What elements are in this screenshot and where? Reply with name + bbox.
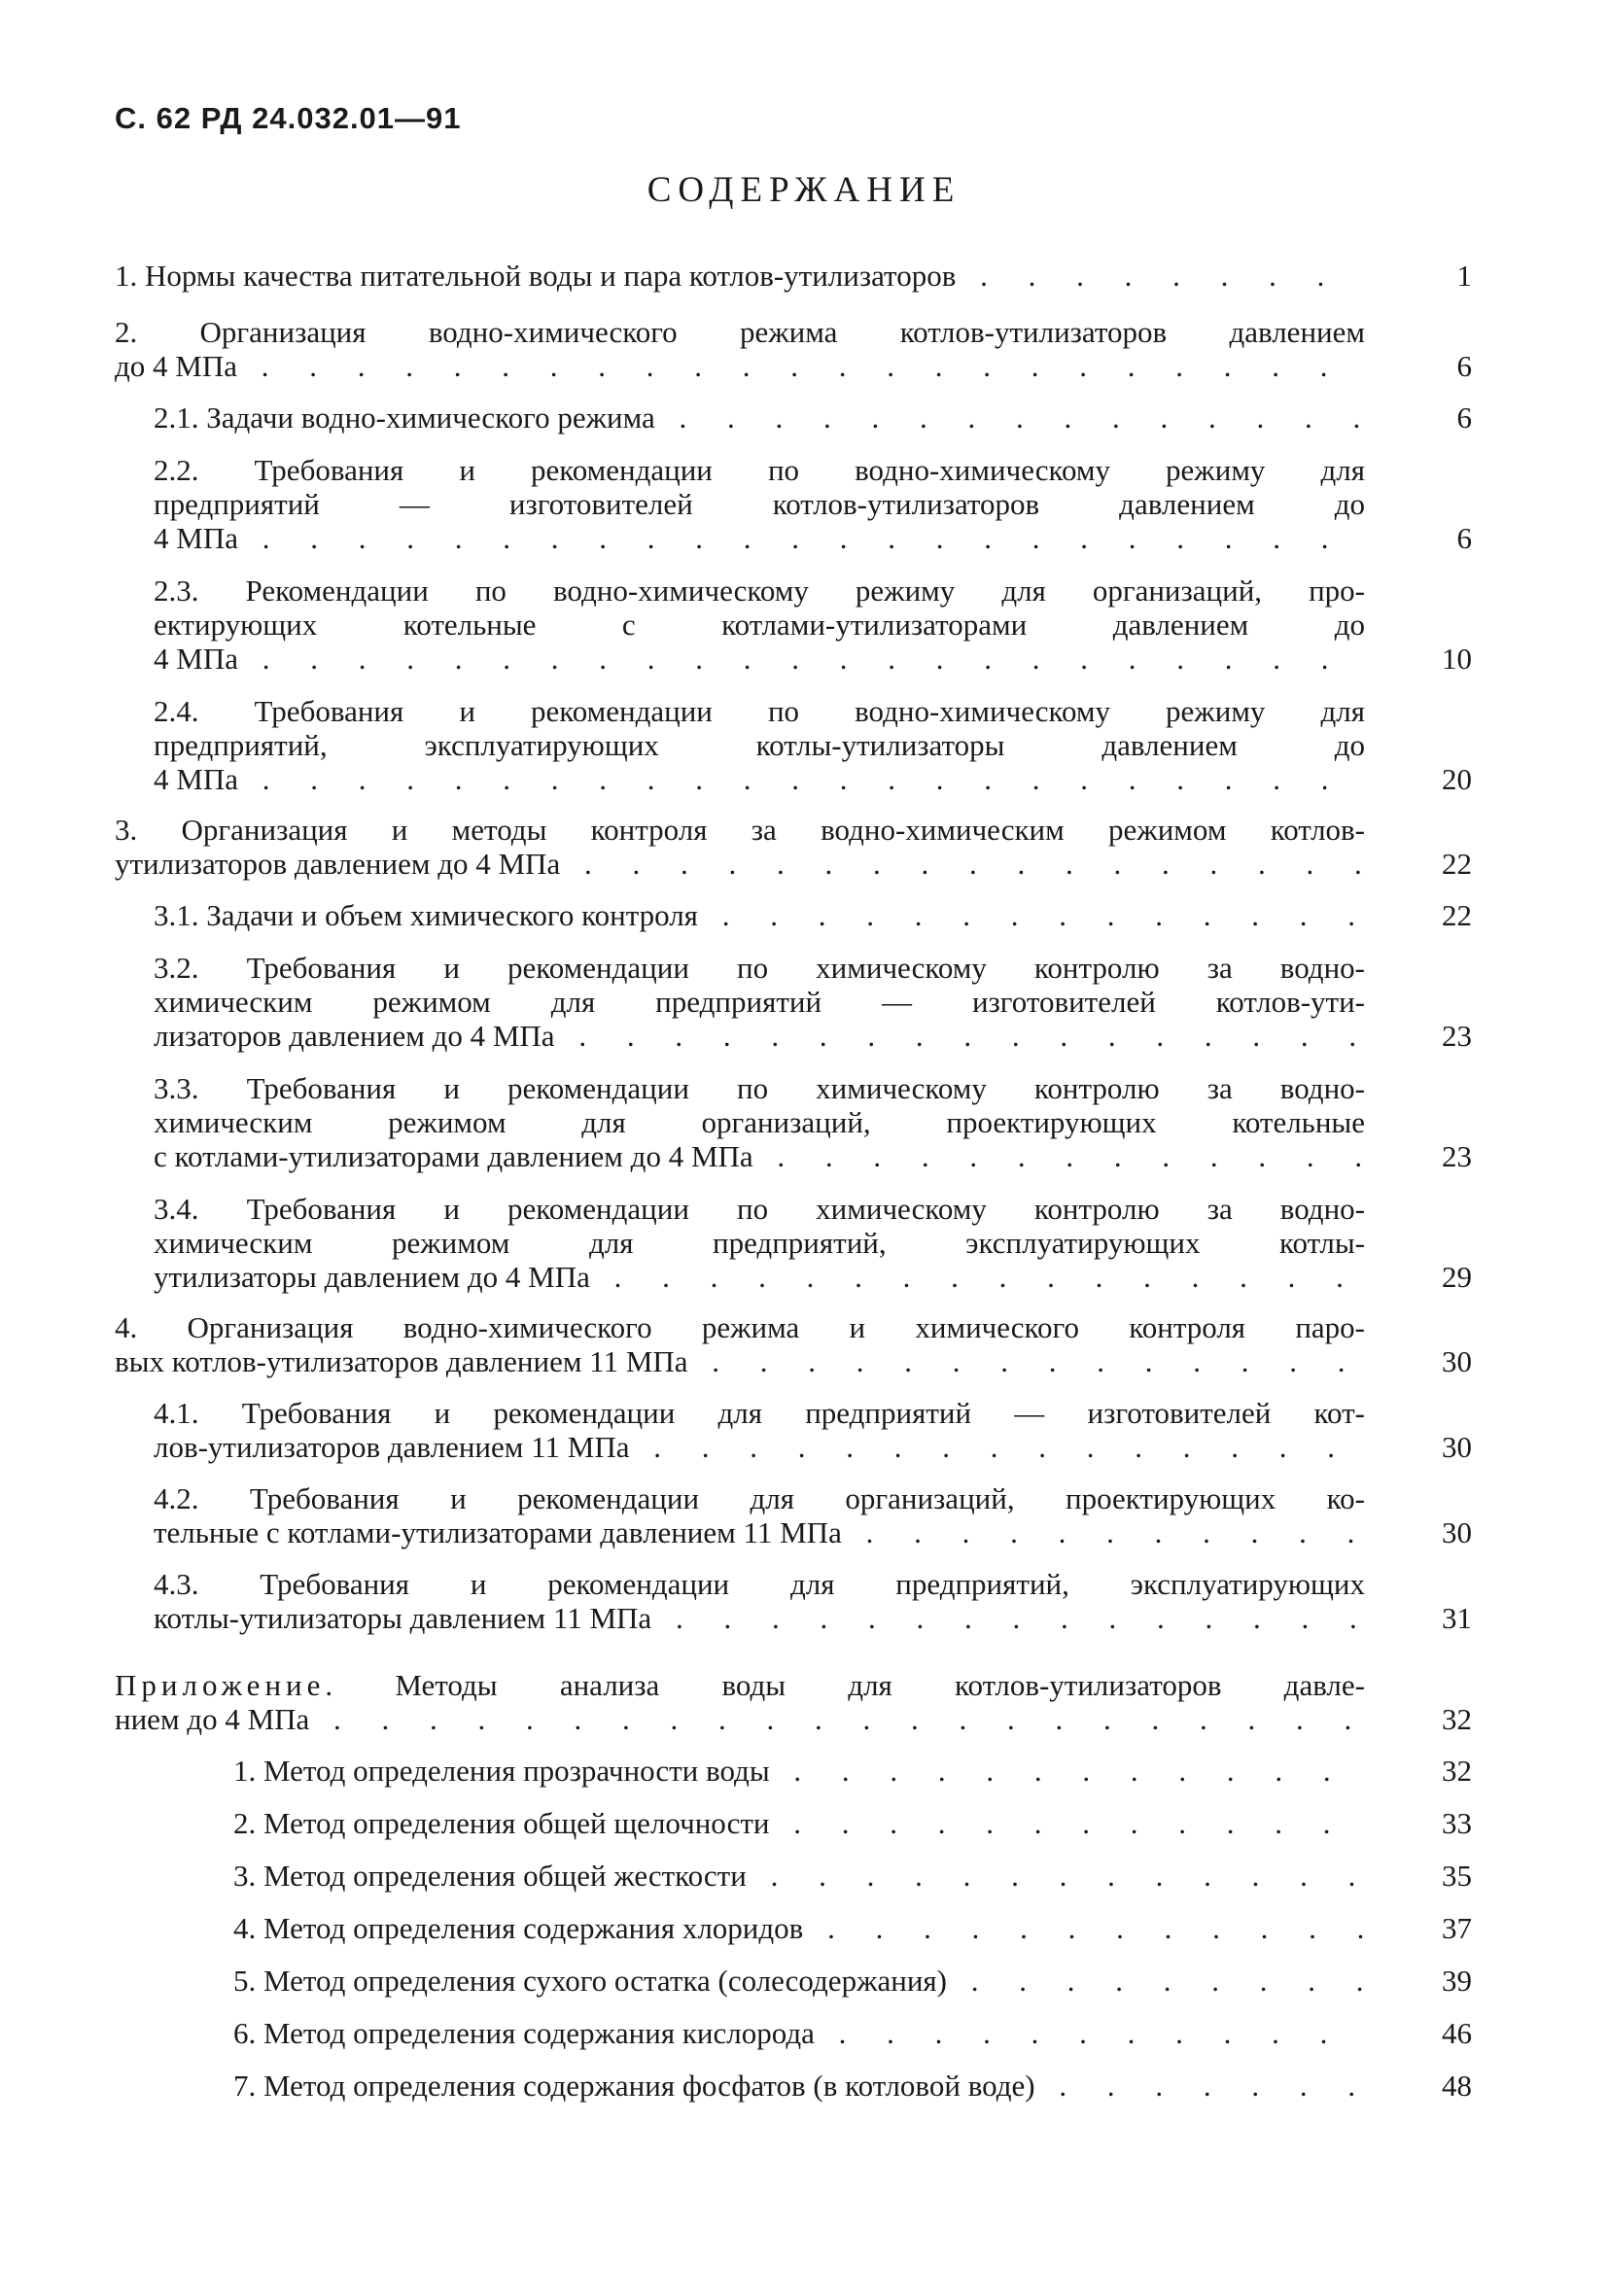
leader-dots bbox=[770, 1754, 1365, 1788]
toc-entry bbox=[154, 898, 1472, 932]
toc-entry bbox=[233, 2016, 1472, 2050]
leader-dots bbox=[815, 2016, 1365, 2050]
running-head: С. 62 РД 24.032.01—91 bbox=[115, 101, 462, 135]
toc-entry-title bbox=[115, 259, 1365, 293]
toc-entry-title bbox=[154, 1481, 1365, 1549]
toc-entry bbox=[154, 400, 1472, 435]
toc-line: котлы-утилизаторы давлением 11 МПа . . . bbox=[154, 1601, 1365, 1635]
toc-line: до 4 МПа . . . bbox=[115, 349, 1365, 383]
toc-page-number: 22 bbox=[1442, 847, 1472, 881]
toc-line: нием до 4 МПа . . . bbox=[115, 1702, 1365, 1736]
toc-entry-title bbox=[154, 574, 1365, 676]
toc-page-number: 1 bbox=[1456, 259, 1472, 293]
appendix-label: Приложение bbox=[115, 1668, 326, 1702]
leader-dots bbox=[1035, 2069, 1365, 2103]
leader-dots bbox=[560, 847, 1365, 881]
toc-entry bbox=[115, 259, 1472, 293]
leader-dots bbox=[956, 259, 1365, 293]
toc-entry-title bbox=[233, 1859, 1365, 1893]
toc-entry bbox=[154, 951, 1472, 1053]
toc-line: химическим режимом для организаций, проектирующих котельные bbox=[154, 1105, 1365, 1139]
leader-dots bbox=[237, 349, 1365, 383]
toc-entry-title bbox=[115, 1668, 1365, 1736]
toc-entry bbox=[233, 1859, 1472, 1893]
leader-dots bbox=[688, 1344, 1365, 1378]
toc-line: 3.2. Требования и рекомендации по химическому контролю за водно- bbox=[154, 951, 1365, 985]
toc-entry bbox=[154, 1481, 1472, 1549]
toc-entry-title bbox=[154, 400, 1365, 435]
toc-entry-title bbox=[115, 813, 1365, 881]
toc-line: 2.2. Требования и рекомендации по водно-химическому режиму для bbox=[154, 453, 1365, 487]
toc-line: 2. Метод определения общей щелочности . . . bbox=[233, 1806, 1365, 1840]
toc-line: лов-утилизаторов давлением 11 МПа . . . bbox=[154, 1430, 1365, 1464]
toc-entry-title bbox=[233, 2069, 1365, 2103]
toc-line: утилизаторы давлением до 4 МПа . . . bbox=[154, 1260, 1365, 1294]
leader-dots bbox=[947, 1964, 1365, 1998]
toc-line: 4.2. Требования и рекомендации для организаций, проектирующих ко- bbox=[154, 1481, 1365, 1515]
toc-page-number: 30 bbox=[1442, 1344, 1472, 1378]
toc-entry-title bbox=[154, 951, 1365, 1053]
toc-page-number: 29 bbox=[1442, 1260, 1472, 1294]
toc-line: 6. Метод определения содержания кислорода . . . bbox=[233, 2016, 1365, 2050]
toc-entry bbox=[115, 813, 1472, 881]
toc-line: 4. Организация водно-химического режима и химического контроля паро- bbox=[115, 1310, 1365, 1344]
toc-line: 4 МПа . . . bbox=[154, 642, 1365, 676]
toc-page-number: 30 bbox=[1442, 1430, 1472, 1464]
toc-entry-title bbox=[115, 1310, 1365, 1378]
leader-dots bbox=[698, 898, 1365, 932]
toc-line: 5. Метод определения сухого остатка (солесодержания) . . . bbox=[233, 1964, 1365, 1998]
leader-dots bbox=[238, 642, 1365, 676]
leader-dots bbox=[238, 521, 1365, 555]
toc-line: 2. Организация водно-химического режима котлов-утилизаторов давлением bbox=[115, 315, 1365, 349]
toc-line: Приложение. Методы анализа воды для котлов-утилизаторов давле- bbox=[115, 1668, 1365, 1702]
toc-entry-title bbox=[154, 1396, 1365, 1464]
toc-line: 1. Нормы качества питательной воды и пара котлов-утилизаторов . . . bbox=[115, 259, 1365, 293]
toc-line: вых котлов-утилизаторов давлением 11 МПа . . . bbox=[115, 1344, 1365, 1378]
toc-entry-title bbox=[154, 1192, 1365, 1294]
toc-entry bbox=[115, 1310, 1472, 1378]
toc-line: утилизаторов давлением до 4 МПа . . . bbox=[115, 847, 1365, 881]
toc-line: 2.4. Требования и рекомендации по водно-химическому режиму для bbox=[154, 694, 1365, 728]
toc-line: предприятий — изготовителей котлов-утилизаторов давлением до bbox=[154, 487, 1365, 521]
toc-line: тельные с котлами-утилизаторами давлением 11 МПа . . . bbox=[154, 1515, 1365, 1549]
toc-page-number: 48 bbox=[1442, 2069, 1472, 2103]
toc-entry-title bbox=[233, 1964, 1365, 1998]
toc-line: 4. Метод определения содержания хлоридов . . . bbox=[233, 1911, 1365, 1945]
toc-entry-title bbox=[154, 453, 1365, 555]
toc-line: 3. Организация и методы контроля за водно-химическим режимом котлов- bbox=[115, 813, 1365, 847]
toc-line: предприятий, эксплуатирующих котлы-утилизаторы давлением до bbox=[154, 728, 1365, 762]
leader-dots bbox=[803, 1911, 1365, 1945]
toc-entry bbox=[233, 1911, 1472, 1945]
toc-line: 4 МПа . . . bbox=[154, 521, 1365, 555]
leader-dots bbox=[747, 1859, 1365, 1893]
toc-entry bbox=[154, 1567, 1472, 1635]
toc-page-number: 6 bbox=[1456, 349, 1472, 383]
toc-page-number: 6 bbox=[1456, 521, 1472, 555]
toc-entry-title bbox=[154, 694, 1365, 796]
leader-dots bbox=[629, 1430, 1365, 1464]
leader-dots bbox=[555, 1019, 1365, 1053]
toc-entry bbox=[233, 1754, 1472, 1788]
toc-line: химическим режимом для предприятий — изготовителей котлов-ути- bbox=[154, 985, 1365, 1019]
toc-page-number: 23 bbox=[1442, 1019, 1472, 1053]
toc-line: с котлами-утилизаторами давлением до 4 МПа . . . bbox=[154, 1139, 1365, 1173]
toc-entry-title bbox=[154, 898, 1365, 932]
toc-entry bbox=[154, 1192, 1472, 1294]
toc-line: 3.3. Требования и рекомендации по химическому контролю за водно- bbox=[154, 1071, 1365, 1105]
toc-line: 2.1. Задачи водно-химического режима . . . bbox=[154, 400, 1365, 435]
page-title: СОДЕРЖАНИЕ bbox=[647, 170, 961, 210]
toc-entry bbox=[154, 1071, 1472, 1173]
toc-entry bbox=[115, 315, 1472, 383]
toc-entry bbox=[115, 1668, 1472, 1736]
toc-page-number: 33 bbox=[1442, 1806, 1472, 1840]
toc-line: лизаторов давлением до 4 МПа . . . bbox=[154, 1019, 1365, 1053]
toc-page-number: 46 bbox=[1442, 2016, 1472, 2050]
toc-page-number: 35 bbox=[1442, 1859, 1472, 1893]
leader-dots bbox=[753, 1139, 1365, 1173]
toc-entry-title bbox=[154, 1567, 1365, 1635]
toc-line: 2.3. Рекомендации по водно-химическому режиму для организаций, про- bbox=[154, 574, 1365, 608]
toc-line: 7. Метод определения содержания фосфатов (в котловой воде) . . . bbox=[233, 2069, 1365, 2103]
toc-entry-title bbox=[115, 315, 1365, 383]
toc-page-number: 10 bbox=[1442, 642, 1472, 676]
toc-entry bbox=[154, 1396, 1472, 1464]
toc-page-number: 23 bbox=[1442, 1139, 1472, 1173]
leader-dots bbox=[651, 1601, 1365, 1635]
leader-dots bbox=[590, 1260, 1365, 1294]
toc-entry bbox=[233, 2069, 1472, 2103]
toc-entry bbox=[154, 574, 1472, 676]
toc-line: 4 МПа . . . bbox=[154, 762, 1365, 796]
toc-entry-title bbox=[154, 1071, 1365, 1173]
toc-page-number: 6 bbox=[1456, 400, 1472, 435]
toc-page-number: 39 bbox=[1442, 1964, 1472, 1998]
toc-page-number: 37 bbox=[1442, 1911, 1472, 1945]
leader-dots bbox=[309, 1702, 1365, 1736]
toc-entry bbox=[154, 694, 1472, 796]
toc-entry bbox=[233, 1964, 1472, 1998]
toc-entry bbox=[154, 453, 1472, 555]
toc-line: ектирующих котельные с котлами-утилизаторами давлением до bbox=[154, 608, 1365, 642]
toc-page-number: 31 bbox=[1442, 1601, 1472, 1635]
leader-dots bbox=[238, 762, 1365, 796]
toc-line: 4.3. Требования и рекомендации для предприятий, эксплуатирующих bbox=[154, 1567, 1365, 1601]
toc-entry-title bbox=[233, 1754, 1365, 1788]
toc-line: 4.1. Требования и рекомендации для предприятий — изготовителей кот- bbox=[154, 1396, 1365, 1430]
toc-page-number: 20 bbox=[1442, 762, 1472, 796]
toc-page-number: 22 bbox=[1442, 898, 1472, 932]
toc-page-number: 30 bbox=[1442, 1515, 1472, 1549]
toc-entry-title bbox=[233, 1911, 1365, 1945]
toc-entry bbox=[233, 1806, 1472, 1840]
toc-line: 3. Метод определения общей жесткости . . . bbox=[233, 1859, 1365, 1893]
leader-dots bbox=[842, 1515, 1365, 1549]
toc-line: 3.1. Задачи и объем химического контроля . . . bbox=[154, 898, 1365, 932]
toc-entry-title bbox=[233, 1806, 1365, 1840]
toc-line: химическим режимом для предприятий, эксплуатирующих котлы- bbox=[154, 1226, 1365, 1260]
toc-entry-title bbox=[233, 2016, 1365, 2050]
toc-line: 3.4. Требования и рекомендации по химическому контролю за водно- bbox=[154, 1192, 1365, 1226]
leader-dots bbox=[655, 400, 1365, 435]
leader-dots bbox=[769, 1806, 1365, 1840]
toc-line: 1. Метод определения прозрачности воды . . . bbox=[233, 1754, 1365, 1788]
toc-page-number: 32 bbox=[1442, 1702, 1472, 1736]
toc-page-number: 32 bbox=[1442, 1754, 1472, 1788]
